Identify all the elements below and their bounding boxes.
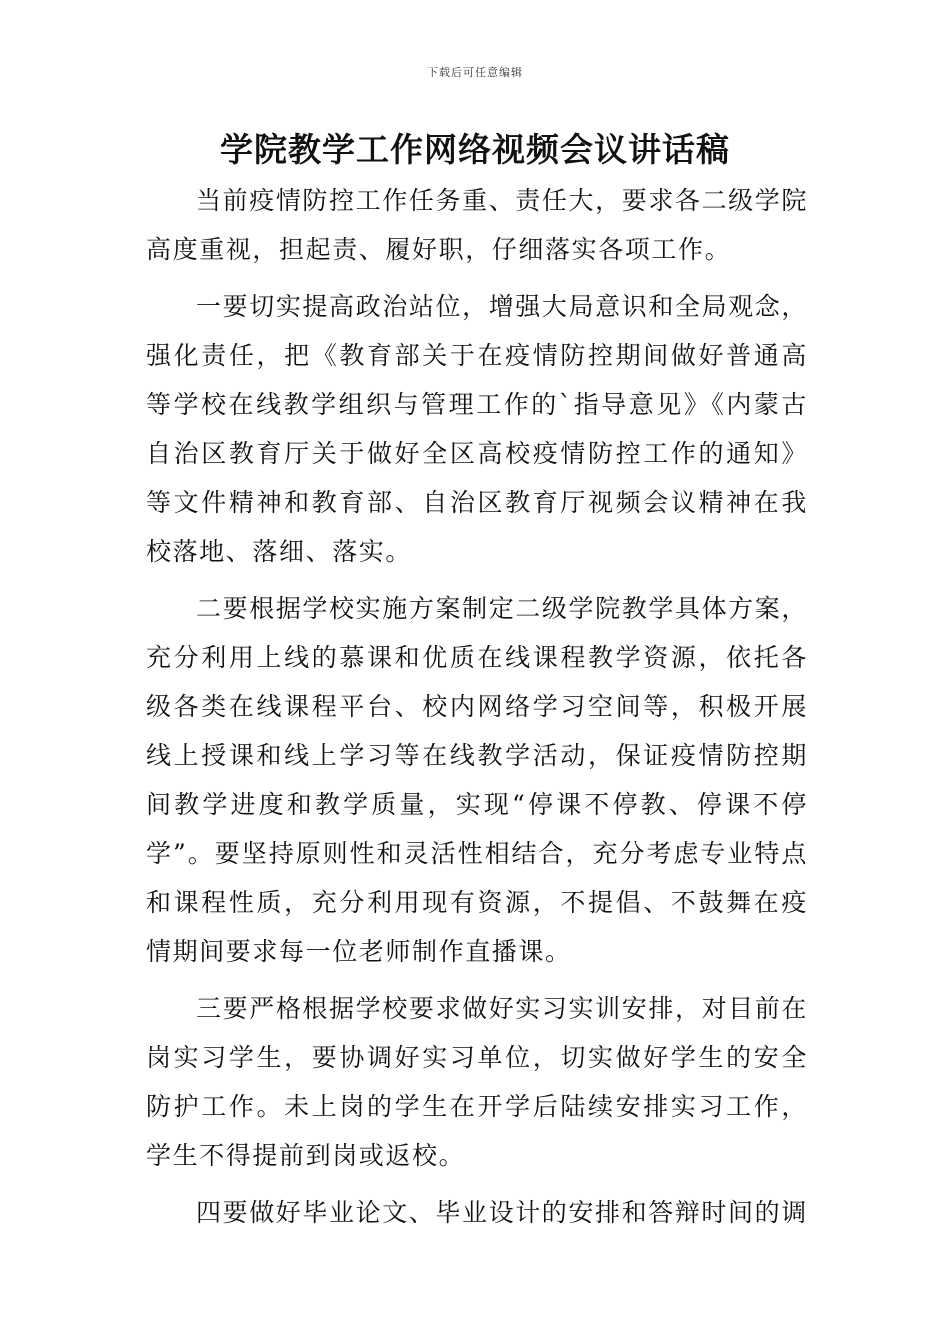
paragraph-point-three: 三要严格根据学校要求做好实习实训安排，对目前在岗实习学生，要协调好实习单位，切实做好学生的安全防护工作。未上岗的学生在开学后陆续安排实习工作，学生不得提前到岗或返校。	[146, 994, 808, 1170]
paragraph-point-two: 二要根据学校实施方案制定二级学院教学具体方案，充分利用上线的慕课和优质在线课程教学资源，依托各级各类在线课程平台、校内网络学习空间等，积极开展线上授课和线上学习等在线教学活动，保证疫情防控期间教学进度和教学质量，实现“停课不停教、停课不停学”。要坚持原则性和灵活性相结合，充分考虑专业特点和课程性质，充分利用现有资源，不提倡、不鼓舞在疫情期间要求每一位老师制作直播课。	[146, 594, 808, 966]
paragraph-intro: 当前疫情防控工作任务重、责任大，要求各二级学院高度重视，担起责、履好职，仔细落实各项工作。	[146, 186, 808, 264]
paragraph-point-four: 四要做好毕业论文、毕业设计的安排和答辩时间的调	[196, 1198, 808, 1227]
document-title: 学院教学工作网络视频会议讲话稿	[220, 130, 730, 169]
document-body	[146, 176, 808, 1237]
header-note: 下载后可任意编辑	[427, 66, 523, 79]
paragraph-point-one: 一要切实提高政治站位，增强大局意识和全局观念，强化责任，把《教育部关于在疫情防控期间做好普通高等学校在线教学组织与管理工作的`指导意见》《内蒙古自治区教育厅关于做好全区高校疫情防控工作的通知》等文件精神和教育部、自治区教育厅视频会议精神在我校落地、落细、落实。	[146, 292, 808, 566]
